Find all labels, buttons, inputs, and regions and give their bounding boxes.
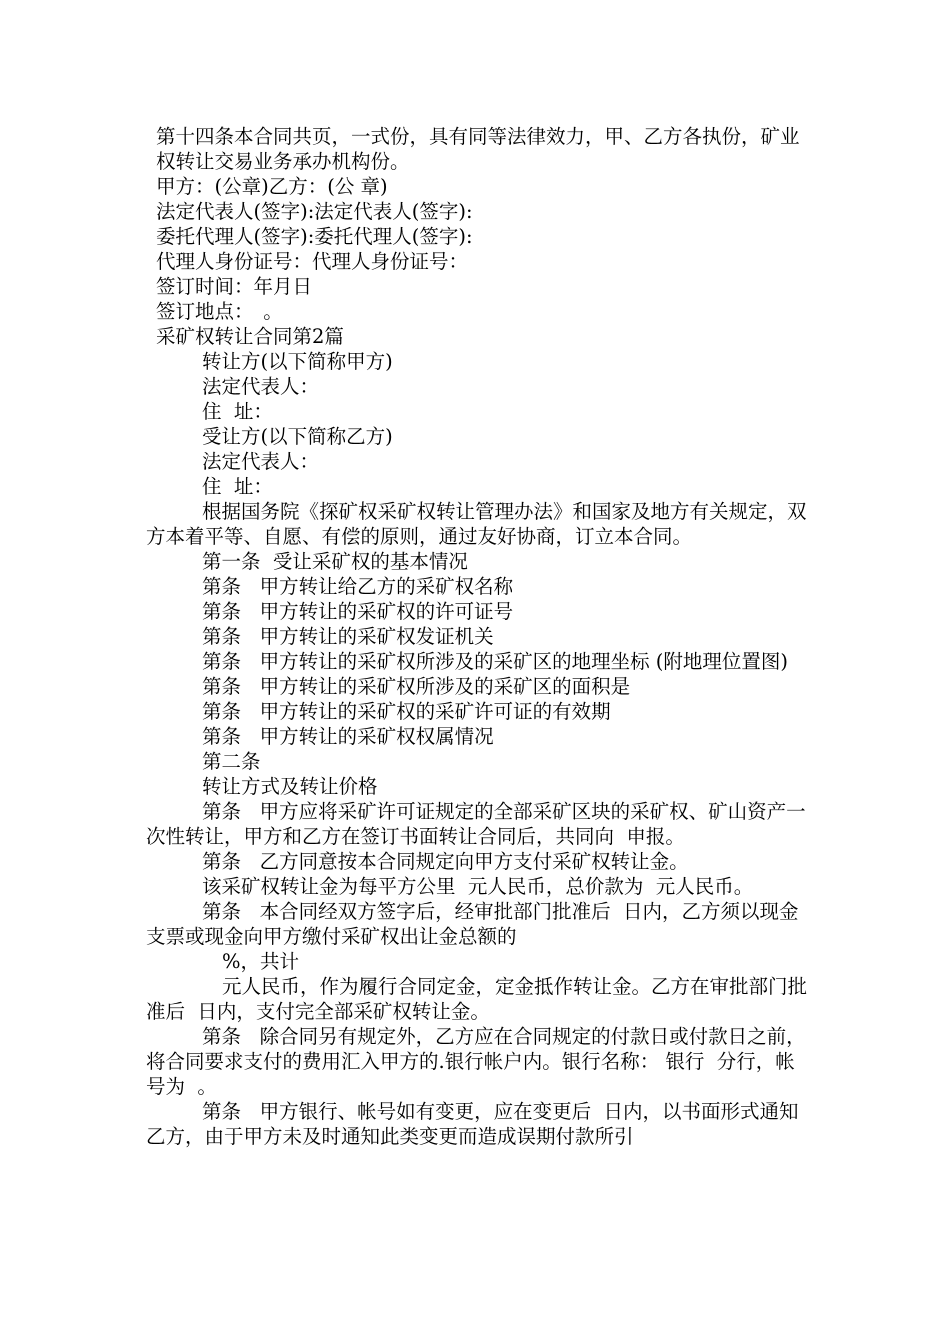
transferor-address-line: 住 址： bbox=[202, 400, 273, 423]
contract-text bbox=[146, 124, 814, 1149]
article-2-item: 第条 除合同另有规定外，乙方应在合同规定的付款日或付款日之前，将合同要求支付的费用汇入甲方的.银行帐户内。银行名称： 银行 分行，帐号为 。 bbox=[146, 1025, 806, 1098]
article-1-item: 第条 甲方转让的采矿权的许可证号 bbox=[202, 600, 514, 623]
article-1-heading: 第一条 受让采矿权的基本情况 bbox=[202, 550, 468, 573]
article-1-item: 第条 甲方转让的采矿权权属情况 bbox=[202, 725, 494, 748]
agent-id-line: 代理人身份证号：代理人身份证号： bbox=[156, 250, 469, 273]
article-1-item: 第条 甲方转让的采矿权所涉及的采矿区的地理坐标 (附地理位置图) bbox=[202, 650, 789, 673]
transferee-address-line: 住 址： bbox=[202, 475, 273, 498]
preamble-paragraph: 根据国务院《探矿权采矿权转让管理办法》和国家及地方有关规定，双方本着平等、自愿、有偿的原则，通过友好协商，订立本合同。 bbox=[146, 500, 807, 548]
clause-14: 第十四条本合同共页，一式份，具有同等法律效力，甲、乙方各执份，矿业权转让交易业务承办机构份。 bbox=[156, 125, 800, 173]
article-1-item: 第条 甲方转让的采矿权发证机关 bbox=[202, 625, 494, 648]
article-2-item: 第条 甲方银行、帐号如有变更，应在变更后 日内，以书面形式通知乙方，由于甲方未及时通知此类变更而造成误期付款所引 bbox=[146, 1100, 799, 1148]
article-1-item: 第条 甲方转让给乙方的采矿权名称 bbox=[202, 575, 514, 598]
article-2-subtitle: 转让方式及转让价格 bbox=[202, 775, 378, 798]
signing-date-line: 签订时间：年月日 bbox=[156, 275, 313, 298]
article-2-item: 第条 甲方应将采矿许可证规定的全部采矿区块的采矿权、矿山资产一次性转让，甲方和乙方在签订书面转让合同后，共同向 申报。 bbox=[146, 800, 806, 848]
legal-rep-signature-line: 法定代表人(签字):法定代表人(签字): bbox=[156, 200, 473, 223]
price-line: 该采矿权转让金为每平方公里 元人民币，总价款为 元人民币。 bbox=[202, 875, 754, 898]
signing-place-line: 签订地点： 。 bbox=[156, 300, 283, 323]
article-1-item: 第条 甲方转让的采矿权的采矿许可证的有效期 bbox=[202, 700, 611, 723]
percent-line: %，共计 bbox=[222, 950, 300, 973]
article-2-item: 第条 乙方同意按本合同规定向甲方支付采矿权转让金。 bbox=[202, 850, 689, 873]
transferor-line: 转让方(以下简称甲方) bbox=[202, 350, 393, 373]
article-2-heading: 第二条 bbox=[202, 750, 261, 773]
party-seal-line: 甲方：(公章)乙方：(公 章) bbox=[156, 175, 388, 198]
agent-signature-line: 委托代理人(签字):委托代理人(签字): bbox=[156, 225, 473, 248]
article-2-item: 第条 本合同经双方签字后，经审批部门批准后 日内，乙方须以现金支票或现金向甲方缴付采矿权出让金总额的 bbox=[146, 900, 799, 948]
transferee-rep-line: 法定代表人： bbox=[202, 450, 320, 473]
section-title: 采矿权转让合同第2篇 bbox=[156, 325, 344, 348]
transferor-rep-line: 法定代表人： bbox=[202, 375, 320, 398]
deposit-paragraph: 元人民币，作为履行合同定金，定金抵作转让金。乙方在审批部门批准后 日内，支付完全部采矿权转让金。 bbox=[146, 975, 808, 1023]
transferee-line: 受让方(以下简称乙方) bbox=[202, 425, 393, 448]
article-1-item: 第条 甲方转让的采矿权所涉及的采矿区的面积是 bbox=[202, 675, 631, 698]
